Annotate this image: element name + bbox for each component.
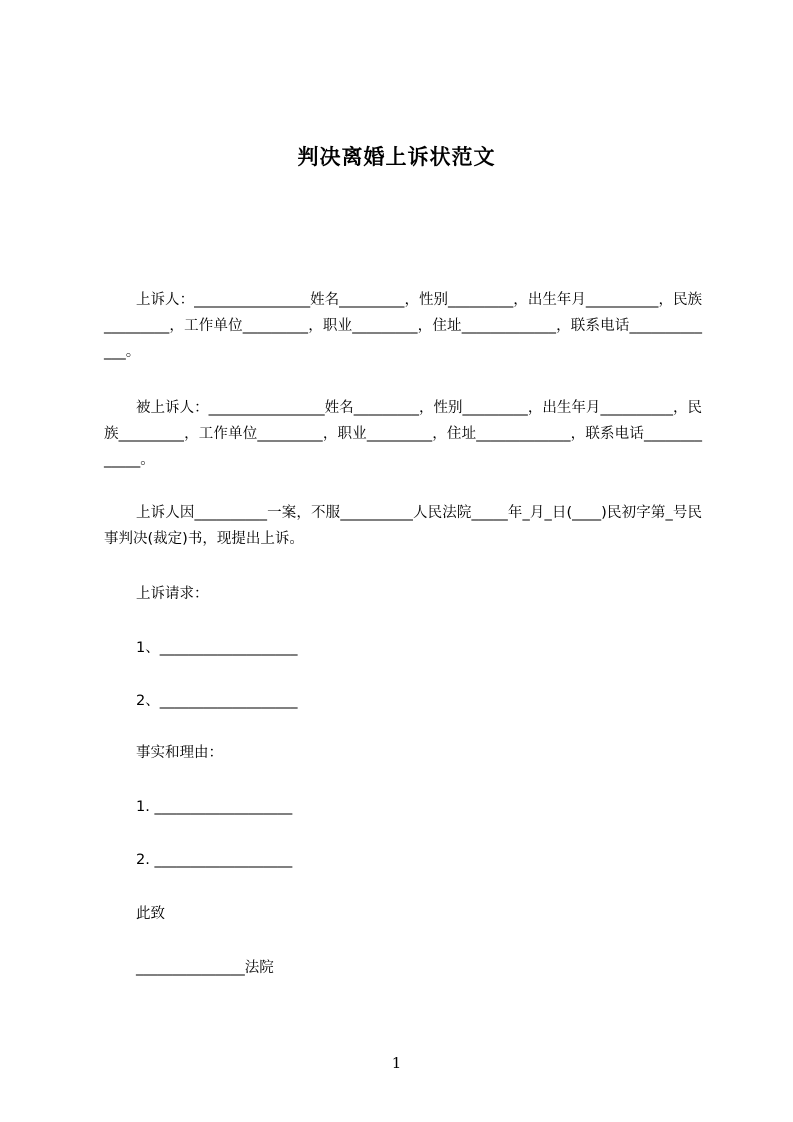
fact-item-2: 2. ___________________: [136, 852, 293, 868]
closing-salutation: 此致: [136, 906, 165, 922]
facts-heading: 事实和理由：: [136, 745, 223, 761]
fact-item-1: 1. ___________________: [136, 799, 293, 815]
document-title: 判决离婚上诉状范文: [297, 145, 496, 169]
cause-paragraph: 上诉人因__________一案，不服__________人民法院_____年_月_日(____)民初字第_号民事判决(裁定)书，现提出上诉。: [104, 505, 702, 547]
appellant-paragraph: 上诉人：________________姓名_________，性别_________，出生年月__________，民族_________，工作单位_________，职业_________，住址_____________，联系电话_____________。: [104, 292, 702, 360]
claim-item-1: 1、___________________: [136, 640, 298, 656]
claim-item-2: 2、___________________: [136, 693, 298, 709]
page-number: 1: [391, 1054, 402, 1072]
court-line: _______________法院: [136, 960, 274, 976]
claims-heading: 上诉请求：: [136, 586, 209, 602]
appellee-paragraph: 被上诉人：________________姓名_________，性别_________，出生年月__________，民族_________，工作单位_________，职业_________，住址_____________，联系电话_____________。: [104, 400, 702, 468]
